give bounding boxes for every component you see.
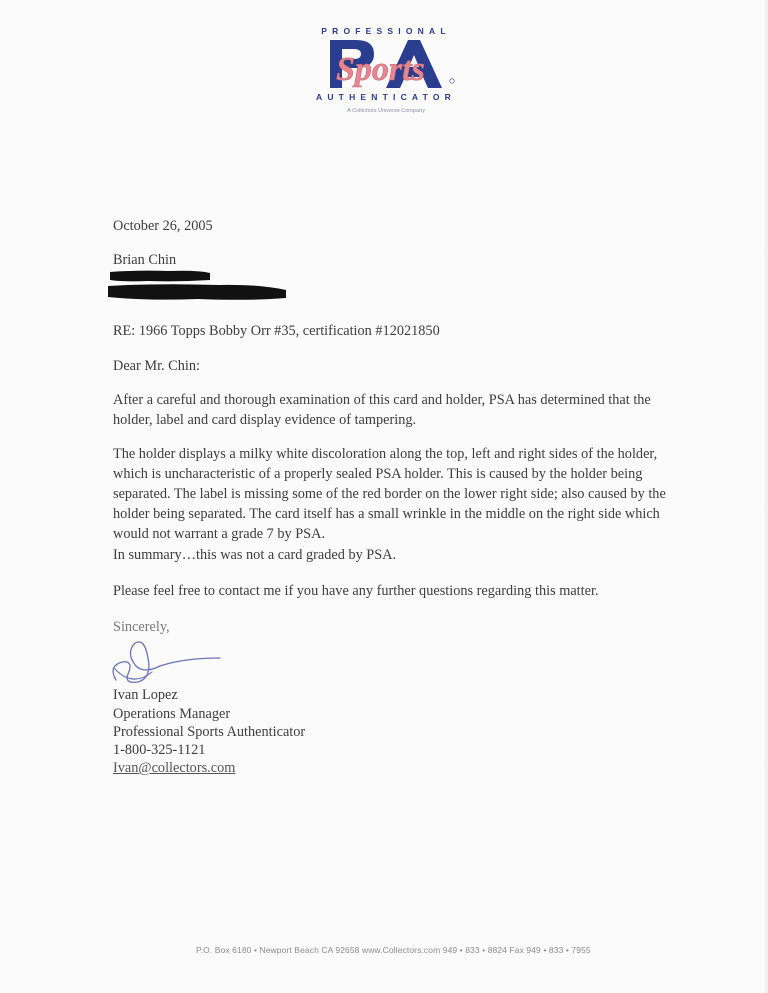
signer-email-link[interactable]: Ivan@collectors.com [113, 760, 236, 776]
re-line: RE: 1966 Topps Bobby Orr #35, certification #12021850 [113, 323, 440, 339]
paragraph-3: In summary…this was not a card graded by PSA. [113, 547, 397, 563]
logo-top-word: PROFESSIONAL [321, 26, 451, 36]
logo-bottom-word: AUTHENTICATOR [316, 92, 457, 102]
signer-name: Ivan Lopez [113, 687, 178, 703]
salutation: Dear Mr. Chin: [113, 358, 200, 374]
signer-title: Operations Manager [113, 706, 231, 722]
paragraph-4: Please feel free to contact me if you have any further questions regarding this matter. [113, 583, 599, 599]
footer-contact-line: P.O. Box 6180 • Newport Beach CA 92658 www.Collectors.com 949 • 833 • 8824 Fax 949 • 833 • 7955 [196, 945, 591, 955]
signer-phone: 1-800-325-1121 [113, 742, 206, 758]
psa-monogram-icon [316, 36, 464, 94]
letter-date: October 26, 2005 [113, 218, 213, 234]
page-edge [764, 0, 768, 993]
signer-company: Professional Sports Authenticator [113, 724, 306, 740]
logo-main-word: Sports [336, 51, 425, 88]
paragraph-1: After a careful and thorough examination of this card and holder, PSA has determined that the holder, label and card display evidence of tampering. [113, 392, 651, 428]
paragraph-2: The holder displays a milky white discoloration along the top, left and right sides of the holder, which is uncharacteristic of a properly sealed PSA holder. This is caused by the holder being separated. The label is missing some of the red border on the lower right side; also caused by the holder being separated. The card itself has a small wrinkle in the middle on the right side which would not warrant a grade 7 by PSA. [113, 446, 666, 542]
closing: Sincerely, [113, 619, 170, 635]
psa-logo [316, 26, 464, 122]
redacted-address-block [108, 268, 288, 304]
handwritten-signature [104, 622, 234, 694]
logo-tagline: A Collectors Universe Company [347, 108, 425, 114]
recipient-name: Brian Chin [113, 252, 177, 268]
